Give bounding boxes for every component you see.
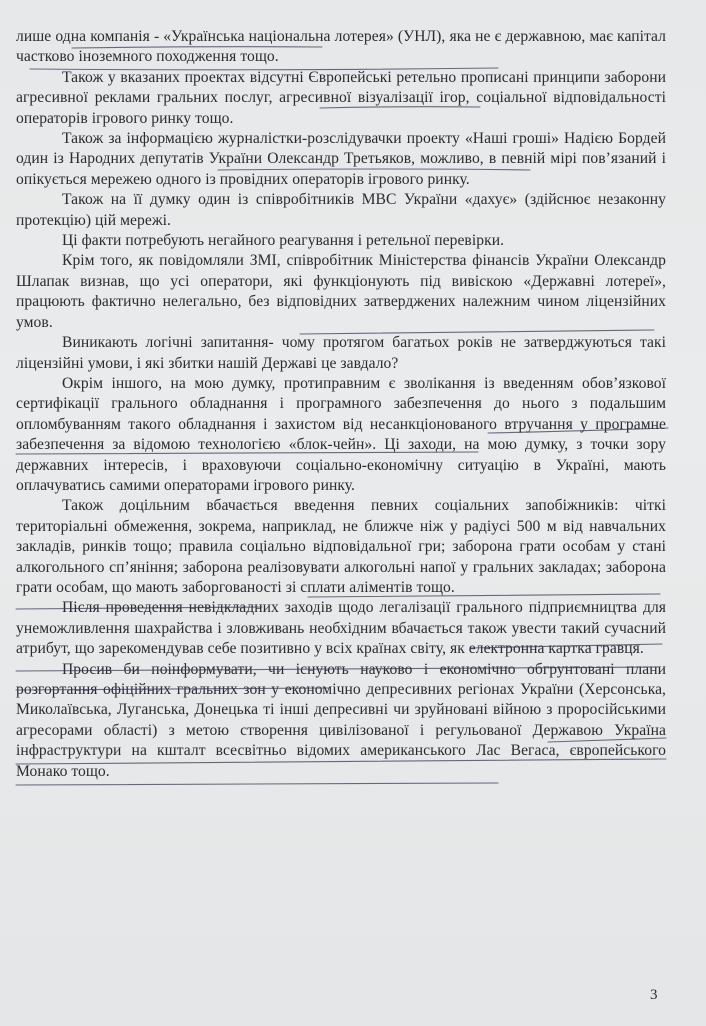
paragraph-4: Також на її думку один із співробітників МВС України «дахує» (здійснює незаконну протекцію) цій мережі. bbox=[16, 191, 666, 229]
paragraph-5: Ці факти потребують негайного реагування і ретельної перевірки. bbox=[62, 232, 505, 250]
paragraph-1: лише одна компанія - «Українська національна лотерея» (УНЛ), яка не є державною, має капітал частково іноземного походження тощо. bbox=[16, 28, 666, 66]
paragraph-8: Окрім іншого, на мою думку, протиправним є зволікання із введенням обов’язкової сертифікації грального обладнання і програмного забезпечення до нього з подальшим опломбуванням такого обладнання і захистом від несанкціонованого втручання у програмне забезпечення за відомою технологією «блок-чейн». Ці заходи, на мою думку, з точки зору державних інтересів, і враховуючи соціально-економічну ситуацію в Україні, мають оплачуватись самими операторами ігрового ринку. bbox=[16, 374, 666, 494]
paragraph-11: Просив би поінформувати, чи існують науково і економічно обгрунтовані плани розгортання офіційних гральних зон у економічно депресивних регіонах України (Херсонська, Миколаївська, Луганська, Донецька ті інші депресивні чи зруйновані війною з проросійськими агресорами області) з метою створення цивілізованої і регульованої Державою Україна інфраструктури на кшталт всесвітньо відомих американського Лас Вегаса, європейського Монако тощо. bbox=[16, 660, 666, 780]
paragraph-9: Також доцільним вбачається введення певних соціальних запобіжників: чіткі територіальні обмеження, зокрема, наприклад, не ближче ніж у радіусі 500 м від навчальних закладів, ринків тощо; правила соціально відповідальної гри; заборона грати особам у стані алкогольного сп’яніння; заборона реалізовувати алкогольні напої у гральних закладах; заборона грати особам, що мають заборгованості зі сплати аліментів тощо. bbox=[16, 497, 666, 596]
letter-body bbox=[16, 27, 666, 782]
paragraph-3: Також за інформацією журналістки-розслідувачки проекту «Наші гроші» Надією Бордей один із Народних депутатів України Олександр Третьяков, можливо, в певній мірі пов’язаний і опікується мережею одного із провідних операторів ігрового ринку. bbox=[16, 130, 666, 188]
paragraph-7: Виникають логічні запитання- чому протягом багатьох років не затверджуються такі ліцензійні умови, і які збитки нашій Державі це завдало? bbox=[16, 334, 666, 372]
paragraph-10: Після проведення невідкладних заходів щодо легалізації грального підприємництва для унеможливлення шахрайства і зловживань необхідним вбачається також увести такий сучасний атрибут, що зарекомендував себе позитивно у всіх країнах світу, як електронна картка гравця. bbox=[16, 599, 666, 658]
paragraph-6: Крім того, як повідомляли ЗМІ, співробітник Міністерства фінансів України Олександр Шлапак визнав, що усі оператори, які функціонують під вивіскою «Державні лотереї», працюють фактично нелегально, без відповідних затверджених належним чином ліцензійних умов. bbox=[16, 252, 666, 331]
paragraph-2: Також у вказаних проектах відсутні Європейські ретельно прописані принципи заборони агресивної реклами гральних послуг, агресивної візуалізації ігор, соціальної відповідальності операторів ігрового ринку тощо. bbox=[16, 68, 666, 127]
underline-mark bbox=[16, 783, 498, 785]
page-number: 3 bbox=[650, 987, 658, 1003]
